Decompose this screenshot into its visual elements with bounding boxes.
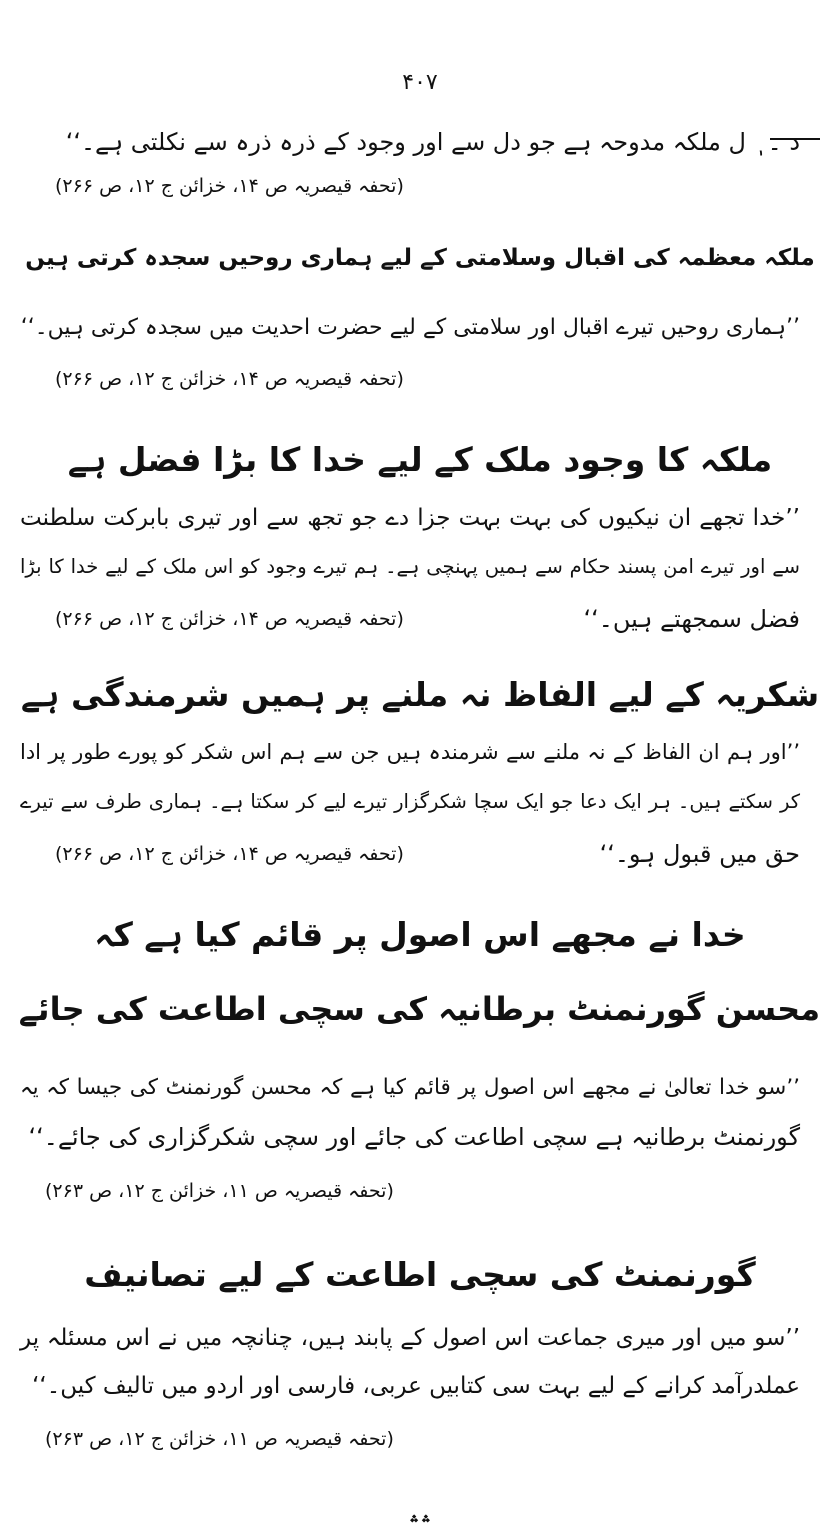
reference-citation: (تحفہ قیصریہ ص ۱۴، خزائن ج ۱۲، ص ۲۶۶) bbox=[55, 175, 404, 197]
page-footer-mark: ؞؞ bbox=[408, 1512, 432, 1536]
section-heading: ملکہ کا وجود ملک کے لیے خدا کا بڑا فضل ہے bbox=[67, 440, 773, 479]
section-heading: گورنمنٹ کی سچی اطاعت کے لیے تصانیف bbox=[84, 1255, 756, 1294]
reference-citation: (تحفہ قیصریہ ص ۱۱، خزائن ج ۱۲، ص ۲۶۳) bbox=[45, 1428, 394, 1450]
paragraph-line: حق میں قبول ہو۔‘‘ bbox=[599, 840, 800, 868]
reference-citation: (تحفہ قیصریہ ص ۱۱، خزائن ج ۱۲، ص ۲۶۳) bbox=[45, 1180, 394, 1202]
paragraph-line: ’’سو خدا تعالیٰ نے مجھے اس اصول پر قائم کیا ہے کہ محسن گورنمنٹ کی جیسا کہ یہ bbox=[20, 1075, 800, 1100]
reference-citation: (تحفہ قیصریہ ص ۱۴، خزائن ج ۱۲، ص ۲۶۶) bbox=[55, 608, 404, 630]
paragraph-line: گورنمنٹ برطانیہ ہے سچی اطاعت کی جائے اور سچی شکرگزاری کی جائے۔‘‘ bbox=[28, 1123, 800, 1151]
section-heading: ملکہ معظمہ کی اقبال وسلامتی کے لیے ہماری روحیں سجدہ کرتی ہیں bbox=[25, 245, 815, 271]
section-heading-continued: محسن گورنمنٹ برطانیہ کی سچی اطاعت کی جائے bbox=[18, 990, 820, 1028]
paragraph-line: ’’سو میں اور میری جماعت اس اصول کے پابند ہیں، چنانچہ میں نے اس مسئلہ پر bbox=[20, 1325, 800, 1351]
paragraph-line: ’’ہماری روحیں تیرے اقبال اور سلامتی کے لیے حضرت احدیت میں سجدہ کرتی ہیں۔‘‘ bbox=[20, 315, 800, 340]
paragraph-line: سے اور تیرے امن پسند حکام سے ہمیں پہنچی ہے۔ ہم تیرے وجود کو اس ملک کے لیے خدا کا بڑا bbox=[20, 555, 800, 578]
page-number: ۴۰۷ bbox=[402, 70, 438, 95]
section-heading: خدا نے مجھے اس اصول پر قائم کیا ہے کہ bbox=[94, 915, 746, 954]
paragraph-line: فضل سمجھتے ہیں۔‘‘ bbox=[583, 605, 800, 633]
paragraph-line: د ۔ ٖ ل ملکہ مدوحہ ہے جو دل سے اور وجود کے ذرہ ذرہ سے نکلتی ہے۔‘‘ bbox=[65, 128, 800, 156]
paragraph-line: عملدرآمد کرانے کے لیے بہت سی کتابیں عربی، فارسی اور اردو میں تالیف کیں۔‘‘ bbox=[32, 1373, 800, 1399]
paragraph-line: ’’اور ہم ان الفاظ کے نہ ملنے سے شرمندہ ہیں جن سے ہم اس شکر کو پورے طور پر ادا bbox=[20, 740, 800, 764]
paragraph-line: ’’خدا تجھے ان نیکیوں کی بہت بہت جزا دے جو تجھ سے اور تیری بابرکت سلطنت bbox=[20, 505, 800, 531]
reference-citation: (تحفہ قیصریہ ص ۱۴، خزائن ج ۱۲، ص ۲۶۶) bbox=[55, 368, 404, 390]
reference-citation: (تحفہ قیصریہ ص ۱۴، خزائن ج ۱۲، ص ۲۶۶) bbox=[55, 843, 404, 865]
section-heading: شکریہ کے لیے الفاظ نہ ملنے پر ہمیں شرمندگی ہے bbox=[20, 675, 820, 714]
paragraph-line: کر سکتے ہیں۔ ہر ایک دعا جو ایک سچا شکرگزار تیرے لیے کر سکتا ہے۔ ہماری طرف سے تیرے bbox=[20, 790, 800, 813]
divider bbox=[770, 138, 820, 140]
